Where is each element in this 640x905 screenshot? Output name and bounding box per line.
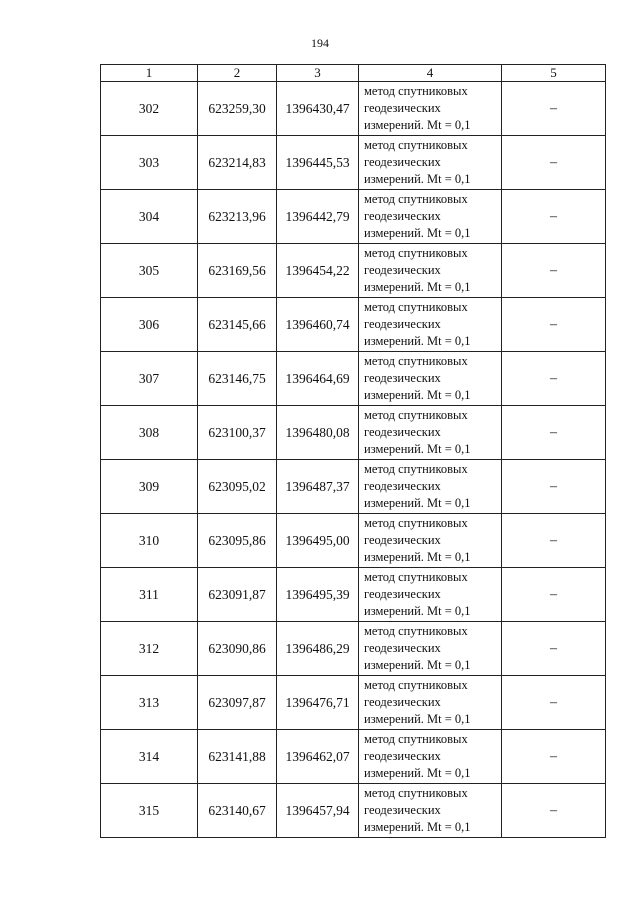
method-line: геодезических (364, 155, 441, 169)
y-coordinate-cell: 1396480,08 (277, 406, 359, 460)
y-coordinate-cell: 1396487,37 (277, 460, 359, 514)
method-cell (359, 676, 502, 730)
method-cell (359, 784, 502, 838)
method-line: метод спутниковых (364, 84, 468, 98)
method-line: геодезических (364, 101, 441, 115)
table-row (101, 568, 606, 622)
method-line: измерений. Mt = 0,1 (364, 658, 471, 672)
method-line: метод спутниковых (364, 138, 468, 152)
x-coordinate-cell: 623146,75 (198, 352, 277, 406)
table-row (101, 136, 606, 190)
method-line: измерений. Mt = 0,1 (364, 388, 471, 402)
x-coordinate-cell: 623259,30 (198, 82, 277, 136)
method-line: геодезических (364, 749, 441, 763)
point-number-cell: 302 (101, 82, 198, 136)
table-row (101, 676, 606, 730)
method-line: измерений. Mt = 0,1 (364, 712, 471, 726)
header-col-1: 1 (101, 65, 198, 82)
x-coordinate-cell: 623213,96 (198, 190, 277, 244)
point-number-cell: 313 (101, 676, 198, 730)
table-body (101, 82, 606, 838)
method-line: метод спутниковых (364, 246, 468, 260)
point-number-cell: 310 (101, 514, 198, 568)
point-number-cell: 307 (101, 352, 198, 406)
method-line: метод спутниковых (364, 786, 468, 800)
x-coordinate-cell: 623090,86 (198, 622, 277, 676)
point-number-cell: 308 (101, 406, 198, 460)
method-line: геодезических (364, 425, 441, 439)
point-number-cell: 314 (101, 730, 198, 784)
col5-cell: – (502, 82, 606, 136)
y-coordinate-cell: 1396464,69 (277, 352, 359, 406)
method-line: измерений. Mt = 0,1 (364, 604, 471, 618)
y-coordinate-cell: 1396486,29 (277, 622, 359, 676)
method-cell (359, 406, 502, 460)
point-number-cell: 309 (101, 460, 198, 514)
method-line: измерений. Mt = 0,1 (364, 334, 471, 348)
method-cell (359, 136, 502, 190)
col5-cell: – (502, 730, 606, 784)
method-line: метод спутниковых (364, 516, 468, 530)
table-row (101, 622, 606, 676)
method-line: измерений. Mt = 0,1 (364, 550, 471, 564)
method-line: измерений. Mt = 0,1 (364, 766, 471, 780)
method-cell (359, 190, 502, 244)
x-coordinate-cell: 623097,87 (198, 676, 277, 730)
y-coordinate-cell: 1396476,71 (277, 676, 359, 730)
col5-cell: – (502, 136, 606, 190)
y-coordinate-cell: 1396445,53 (277, 136, 359, 190)
method-line: геодезических (364, 479, 441, 493)
col5-cell: – (502, 568, 606, 622)
table-row (101, 406, 606, 460)
method-line: геодезических (364, 641, 441, 655)
method-cell (359, 730, 502, 784)
method-line: метод спутниковых (364, 192, 468, 206)
header-col-4: 4 (359, 65, 502, 82)
method-line: измерений. Mt = 0,1 (364, 496, 471, 510)
col5-cell: – (502, 298, 606, 352)
table-row (101, 190, 606, 244)
point-number-cell: 303 (101, 136, 198, 190)
y-coordinate-cell: 1396495,00 (277, 514, 359, 568)
method-line: измерений. Mt = 0,1 (364, 820, 471, 834)
method-cell (359, 298, 502, 352)
col5-cell: – (502, 784, 606, 838)
method-line: метод спутниковых (364, 354, 468, 368)
page-number: 194 (311, 36, 329, 50)
col5-cell: – (502, 244, 606, 298)
y-coordinate-cell: 1396430,47 (277, 82, 359, 136)
x-coordinate-cell: 623169,56 (198, 244, 277, 298)
header-col-5: 5 (502, 65, 606, 82)
table-row (101, 352, 606, 406)
col5-cell: – (502, 406, 606, 460)
method-line: измерений. Mt = 0,1 (364, 280, 471, 294)
x-coordinate-cell: 623141,88 (198, 730, 277, 784)
table-row (101, 784, 606, 838)
method-line: геодезических (364, 317, 441, 331)
table-row (101, 244, 606, 298)
x-coordinate-cell: 623095,86 (198, 514, 277, 568)
method-line: метод спутниковых (364, 624, 468, 638)
header-col-3: 3 (277, 65, 359, 82)
col5-cell: – (502, 460, 606, 514)
y-coordinate-cell: 1396495,39 (277, 568, 359, 622)
point-number-cell: 306 (101, 298, 198, 352)
method-line: измерений. Mt = 0,1 (364, 172, 471, 186)
header-col-2: 2 (198, 65, 277, 82)
method-cell (359, 352, 502, 406)
x-coordinate-cell: 623100,37 (198, 406, 277, 460)
method-line: геодезических (364, 695, 441, 709)
col5-cell: – (502, 352, 606, 406)
method-line: метод спутниковых (364, 678, 468, 692)
method-line: метод спутниковых (364, 570, 468, 584)
header-row (101, 65, 606, 82)
col5-cell: – (502, 190, 606, 244)
method-line: геодезических (364, 209, 441, 223)
x-coordinate-cell: 623214,83 (198, 136, 277, 190)
method-line: метод спутниковых (364, 462, 468, 476)
method-line: метод спутниковых (364, 732, 468, 746)
method-line: метод спутниковых (364, 408, 468, 422)
method-cell (359, 514, 502, 568)
method-line: геодезических (364, 371, 441, 385)
col5-cell: – (502, 676, 606, 730)
x-coordinate-cell: 623091,87 (198, 568, 277, 622)
x-coordinate-cell: 623095,02 (198, 460, 277, 514)
method-line: геодезических (364, 587, 441, 601)
table-row (101, 730, 606, 784)
method-line: геодезических (364, 263, 441, 277)
point-number-cell: 311 (101, 568, 198, 622)
x-coordinate-cell: 623145,66 (198, 298, 277, 352)
table-row (101, 460, 606, 514)
method-line: геодезических (364, 803, 441, 817)
y-coordinate-cell: 1396442,79 (277, 190, 359, 244)
method-line: метод спутниковых (364, 300, 468, 314)
col5-cell: – (502, 622, 606, 676)
y-coordinate-cell: 1396457,94 (277, 784, 359, 838)
col5-cell: – (502, 514, 606, 568)
y-coordinate-cell: 1396460,74 (277, 298, 359, 352)
method-line: измерений. Mt = 0,1 (364, 118, 471, 132)
table-row (101, 298, 606, 352)
point-number-cell: 312 (101, 622, 198, 676)
method-line: геодезических (364, 533, 441, 547)
table-row (101, 82, 606, 136)
method-cell (359, 460, 502, 514)
point-number-cell: 304 (101, 190, 198, 244)
coordinates-table (100, 64, 606, 838)
method-line: измерений. Mt = 0,1 (364, 442, 471, 456)
method-cell (359, 82, 502, 136)
method-cell (359, 622, 502, 676)
y-coordinate-cell: 1396454,22 (277, 244, 359, 298)
x-coordinate-cell: 623140,67 (198, 784, 277, 838)
point-number-cell: 315 (101, 784, 198, 838)
y-coordinate-cell: 1396462,07 (277, 730, 359, 784)
method-cell (359, 568, 502, 622)
method-line: измерений. Mt = 0,1 (364, 226, 471, 240)
table-row (101, 514, 606, 568)
method-cell (359, 244, 502, 298)
point-number-cell: 305 (101, 244, 198, 298)
